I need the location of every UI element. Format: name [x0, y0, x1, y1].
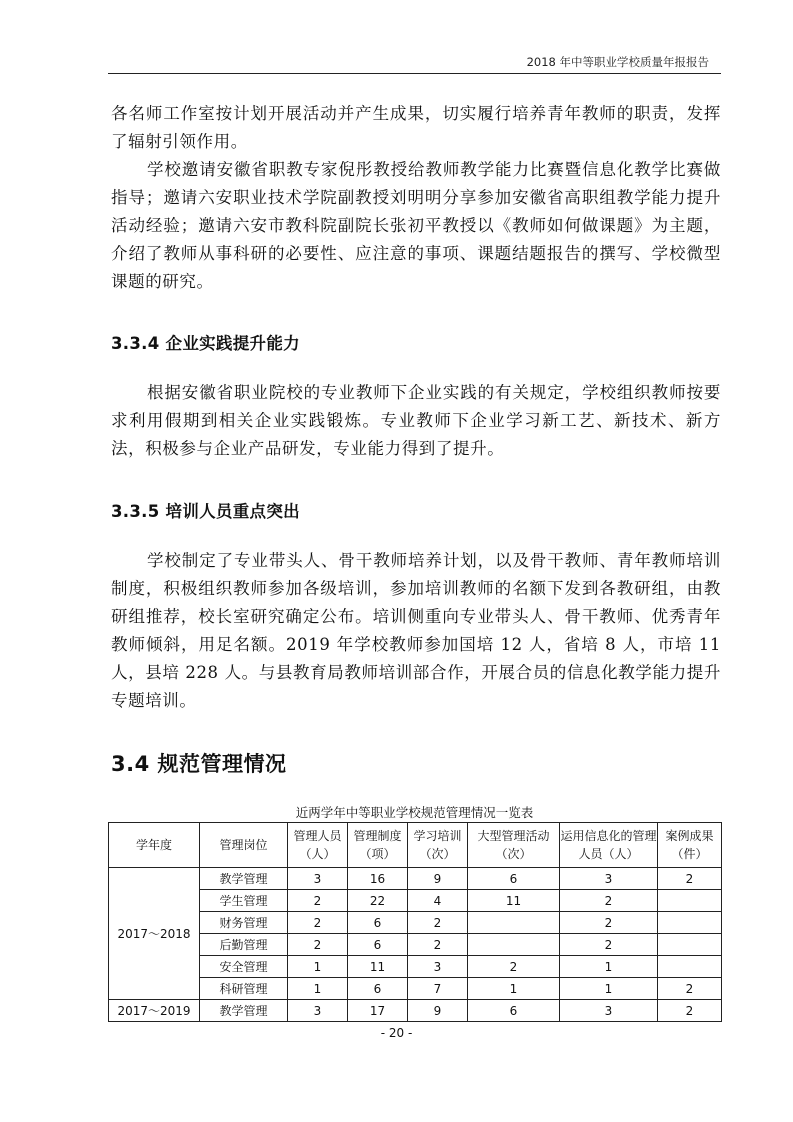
table-row [109, 1000, 722, 1022]
table-cell: 6 [348, 912, 408, 934]
section-heading-3-3-4: 3.3.4 企业实践提升能力 [111, 334, 300, 353]
table-cell: 1 [288, 978, 348, 1000]
table-cell: 2 [658, 1000, 722, 1022]
table-cell [658, 912, 722, 934]
table-cell: 7 [408, 978, 468, 1000]
table-cell: 安全管理 [200, 956, 288, 978]
table-cell: 1 [560, 956, 658, 978]
table-cell: 2 [288, 934, 348, 956]
table-caption: 近两学年中等职业学校规范管理情况一览表 [295, 805, 534, 820]
page-number: - 20 - [380, 1026, 413, 1040]
table-cell: 教学管理 [200, 868, 288, 890]
header-cell: 管理岗位 [200, 823, 288, 868]
table-row [109, 934, 722, 956]
table-cell: 教学管理 [200, 1000, 288, 1022]
header-cell: 学年度 [109, 823, 200, 868]
table-header-row [109, 823, 722, 868]
year-cell: 2017～2019 [109, 1000, 200, 1022]
table-cell [658, 890, 722, 912]
management-table [108, 822, 722, 1022]
table-cell: 2 [288, 890, 348, 912]
table-cell: 6 [468, 868, 560, 890]
table-cell: 6 [468, 1000, 560, 1022]
paragraph-expert-invitations: 学校邀请安徽省职教专家倪彤教授给教师教学能力比赛暨信息化教学比赛做指导；邀请六安职业技术学院副教授刘明明分享参加安徽省高职组教学能力提升活动经验；邀请六安市教科院副院长张初平教授以《教师如何做课题》为主题，介绍了教师从事科研的必要性、应注意的事项、课题结题报告的撰写、学校微型课题的研究。 [111, 160, 721, 291]
section-heading-3-3-5: 3.3.5 培训人员重点突出 [111, 502, 300, 521]
table-cell: 3 [288, 1000, 348, 1022]
table-cell: 学生管理 [200, 890, 288, 912]
table-cell: 2 [658, 978, 722, 1000]
table-cell: 2 [408, 934, 468, 956]
table-cell: 2 [560, 934, 658, 956]
header-cell: 大型管理活动（次） [468, 823, 560, 868]
table-cell [658, 934, 722, 956]
table-cell: 3 [560, 1000, 658, 1022]
section-heading-3-4: 3.4 规范管理情况 [111, 752, 287, 776]
header-cell: 管理人员（人） [288, 823, 348, 868]
paragraph-mentor-studios: 各名师工作室按计划开展活动并产生成果，切实履行培养青年教师的职责，发挥了辐射引领作用。 [111, 104, 721, 151]
table-cell: 11 [348, 956, 408, 978]
table-cell: 17 [348, 1000, 408, 1022]
header-title: 2018 年中等职业学校质量年报报告 [526, 55, 709, 69]
table-cell: 9 [408, 868, 468, 890]
table-cell: 科研管理 [200, 978, 288, 1000]
table-cell: 2 [468, 956, 560, 978]
paragraph-enterprise-practice: 根据安徽省职业院校的专业教师下企业实践的有关规定，学校组织教师按要求利用假期到相关企业实践锻炼。专业教师下企业学习新工艺、新技术、新方法，积极参与企业产品研发，专业能力得到了提升。 [111, 383, 721, 458]
table-cell: 3 [288, 868, 348, 890]
table-row [109, 978, 722, 1000]
year-cell: 2017～2018 [109, 868, 200, 1000]
table-cell: 9 [408, 1000, 468, 1022]
table-cell: 3 [408, 956, 468, 978]
table-cell: 1 [468, 978, 560, 1000]
header-cell: 案例成果（件） [658, 823, 722, 868]
table-cell: 2 [288, 912, 348, 934]
table-cell: 11 [468, 890, 560, 912]
table-cell: 财务管理 [200, 912, 288, 934]
table-cell: 1 [560, 978, 658, 1000]
table-row [109, 890, 722, 912]
table-cell: 22 [348, 890, 408, 912]
table-cell: 4 [408, 890, 468, 912]
table-cell [658, 956, 722, 978]
header-divider [108, 73, 721, 74]
table-cell: 2 [560, 912, 658, 934]
table-cell [468, 934, 560, 956]
table-cell: 6 [348, 978, 408, 1000]
table-row [109, 912, 722, 934]
table-cell [468, 912, 560, 934]
table-cell: 2 [560, 890, 658, 912]
paragraph-training: 学校制定了专业带头人、骨干教师培养计划，以及骨干教师、青年教师培训制度，积极组织教师参加各级培训，参加培训教师的名额下发到各教研组，由教研组推荐，校长室研究确定公布。培训侧重向专业带头人、骨干教师、优秀青年教师倾斜，用足名额。2019 年学校教师参加国培 12 人，省培 8 人，市培 11 人，县培 228 人。与县教育局教师培训部合作，开展合员的信息化教学能力提升专题培训。 [111, 551, 721, 710]
table-cell: 16 [348, 868, 408, 890]
table-cell: 1 [288, 956, 348, 978]
header-cell: 学习培训（次） [408, 823, 468, 868]
table-cell: 6 [348, 934, 408, 956]
table-cell: 3 [560, 868, 658, 890]
header-cell: 管理制度（项） [348, 823, 408, 868]
header-cell: 运用信息化的管理人员（人） [560, 823, 658, 868]
table-cell: 2 [408, 912, 468, 934]
table-cell: 后勤管理 [200, 934, 288, 956]
table-row [109, 868, 722, 890]
table-cell: 2 [658, 868, 722, 890]
table-row [109, 956, 722, 978]
